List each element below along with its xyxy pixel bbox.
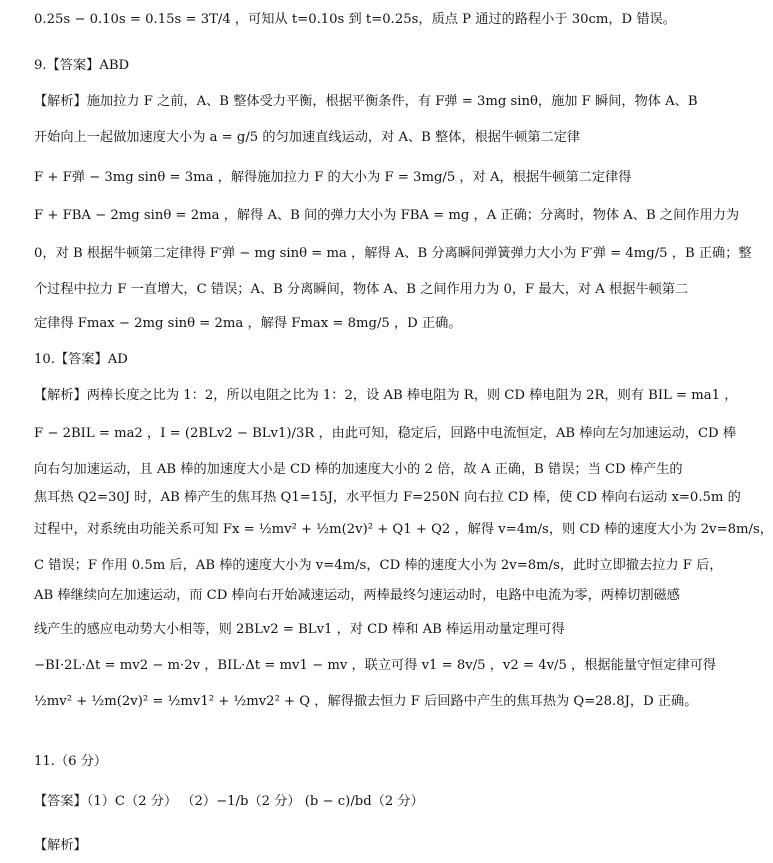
text-line: AB 棒继续向左加速运动，而 CD 棒向右开始减速运动，两棒最终匀速运动时，电路中电流为零，两棒切割磁感	[34, 588, 680, 603]
text-line: 0，对 B 根据牛顿第二定律得 F′弹 − mg sinθ = ma ，解得 A、B 分离瞬间弹簧弹力大小为 F′弹 = 4mg/5 ，B 正确；整	[34, 246, 752, 261]
text-line: 0.25s − 0.10s = 0.15s = 3T/4 ，可知从 t=0.10s 到 t=0.25s，质点 P 通过的路程小于 30cm，D 错误。	[34, 12, 676, 27]
text-line: 11.（6 分）	[34, 754, 108, 769]
text-line: 定律得 Fmax − 2mg sinθ = 2ma ，解得 Fmax = 8mg/5 ，D 正确。	[34, 316, 462, 331]
text-line: F + F弹 − 3mg sinθ = 3ma ，解得施加拉力 F 的大小为 F = 3mg/5 ，对 A，根据牛顿第二定律得	[34, 170, 632, 185]
text-line: 【解析】两棒长度之比为 1：2，所以电阻之比为 1：2，设 AB 棒电阻为 R，则 CD 棒电阻为 2R，则有 BIL = ma1 ，	[34, 388, 738, 403]
text-line: 开始向上一起做加速度大小为 a = g/5 的匀加速直线运动，对 A、B 整体，根据牛顿第二定律	[34, 130, 581, 145]
text-line: 9.【答案】ABD	[34, 58, 130, 73]
text-line: 10.【答案】AD	[34, 352, 128, 367]
text-line: ½mv² + ½m(2v)² = ½mv1² + ½mv2² + Q ，解得撤去恒力 F 后回路中产生的焦耳热为 Q=28.8J，D 正确。	[34, 694, 698, 709]
text-line: 过程中，对系统由功能关系可知 Fx = ½mv² + ½m(2v)² + Q1 + Q2 ，解得 v=4m/s，则 CD 棒的速度大小为 2v=8m/s，	[34, 522, 773, 537]
text-line: 个过程中拉力 F 一直增大，C 错误；A、B 分离瞬间，物体 A、B 之间作用力为 0，F 最大，对 A 根据牛顿第二	[34, 282, 689, 297]
text-line: 【解析】	[34, 838, 87, 853]
text-line: 【答案】（1）C（2 分） （2）−1/b（2 分） (b − c)/bd（2 分）	[34, 794, 424, 809]
text-line: 向右匀加速运动，且 AB 棒的加速度大小是 CD 棒的加速度大小的 2 倍，故 A 正确，B 错误；当 CD 棒产生的	[34, 462, 683, 477]
text-line: −BI·2L·Δt = mv2 − m·2v ，BIL·Δt = mv1 − mv ，联立可得 v1 = 8v/5 ，v2 = 4v/5 ，根据能量守恒定律可得	[34, 658, 717, 673]
text-line: F + FBA − 2mg sinθ = 2ma ，解得 A、B 间的弹力大小为 FBA = mg ，A 正确；分离时，物体 A、B 之间作用力为	[34, 208, 740, 223]
text-line: 焦耳热 Q2=30J 时，AB 棒产生的焦耳热 Q1=15J，水平恒力 F=250N 向右拉 CD 棒，使 CD 棒向右运动 x=0.5m 的	[34, 490, 741, 505]
text-line: 线产生的感应电动势大小相等，则 2BLv2 = BLv1 ，对 CD 棒和 AB 棒运用动量定理可得	[34, 622, 565, 637]
text-line: C 错误；F 作用 0.5m 后，AB 棒的速度大小为 v=4m/s，CD 棒的速度大小为 2v=8m/s，此时立即撤去拉力 F 后，	[34, 558, 723, 573]
text-line: 【解析】施加拉力 F 之前，A、B 整体受力平衡，根据平衡条件，有 F弹 = 3mg sinθ，施加 F 瞬间，物体 A、B	[34, 94, 698, 109]
text-line: F − 2BIL = ma2 ，I = (2BLv2 − BLv1)/3R ，由此可知，稳定后，回路中电流恒定，AB 棒向左匀加速运动，CD 棒	[34, 426, 736, 441]
